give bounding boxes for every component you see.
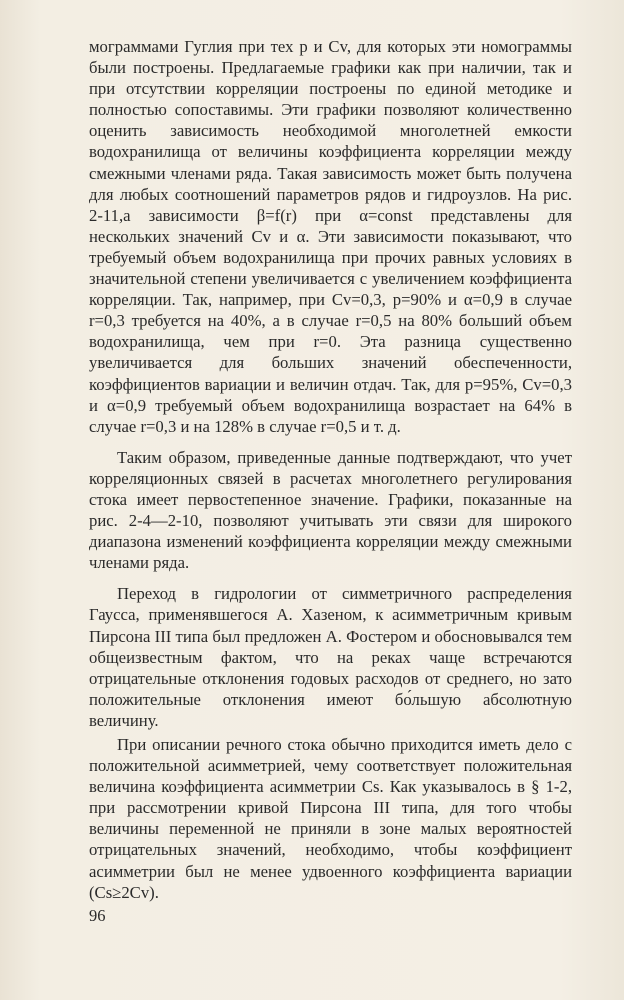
page-number: 96 bbox=[89, 906, 106, 925]
paragraph-conclusion: Таким образом, приведенные данные подтверждают, что учет корреляционных связей в расчетах многолетнего регулирования стока имеет первостепенное значение. Графики, показанные на рис. 2-4—2-10, позволяют учитывать эти связи для широкого диапазона изменений коэффициента корреляции между смежными членами ряда. bbox=[89, 447, 572, 573]
paragraph-pearson-transition: Переход в гидрологии от симметричного распределения Гаусса, применявшегося А. Хазеном, к асимметричным кривым Пирсона III типа был предложен А. Фостером и обосновывался тем общеизвестным фактом, что на реках чаще встречаются отрицательные отклонения годовых расходов от среднего, но зато положительные отклонения имеют бо́льшую абсолютную величину. bbox=[89, 584, 572, 730]
paragraph-continued: мограммами Гуглия при тех p и Cv, для которых эти номограммы были построены. Предлагаемые графики как при наличии, так и при отсутствии корреляции построены по единой методике и полностью сопоставимы. Эти графики позволяют количественно оценить зависимость необходимой многолетней емкости водохранилища от величины коэффициента корреляции между смежными членами ряда. Такая зависимость может быть получена для любых соотношений параметров рядов и гидроузлов. На рис. 2-11,а зависимости β=f(r) при α=const представлены для нескольких значений Cv и α. Эти зависимости показывают, что требуемый объем водохранилища при прочих равных условиях в значительной степени увеличивается с увеличением коэффициента корреляции. Так, например, при Cv=0,3, p=90% и α=0,9 в случае r=0,3 требуется на 40%, а в случае r=0,5 на 80% больший объем водохранилища, чем при r=0. Эта разница существенно увеличивается для больших значений обеспеченности, коэффициентов вариации и величин отдач. Так, для p=95%, Cv=0,3 и α=0,9 требуемый объем водохранилища возрастает на 64% в случае r=0,3 и на 128% в случае r=0,5 и т. д. bbox=[89, 37, 572, 436]
paragraph-asymmetry: При описании речного стока обычно приходится иметь дело с положительной асимметрией, чему соответствует положительная величина коэффициента асимметрии Cs. Как указывалось в § 1-2, при рассмотрении кривой Пирсона III типа, для того чтобы величины переменной не приняли в зоне малых вероятностей отрицательных значений, необходимо, чтобы коэффициент асимметрии был не менее удвоенного коэффициента вариации (Cs≥2Cv). bbox=[89, 735, 572, 902]
body-text bbox=[89, 36, 572, 903]
